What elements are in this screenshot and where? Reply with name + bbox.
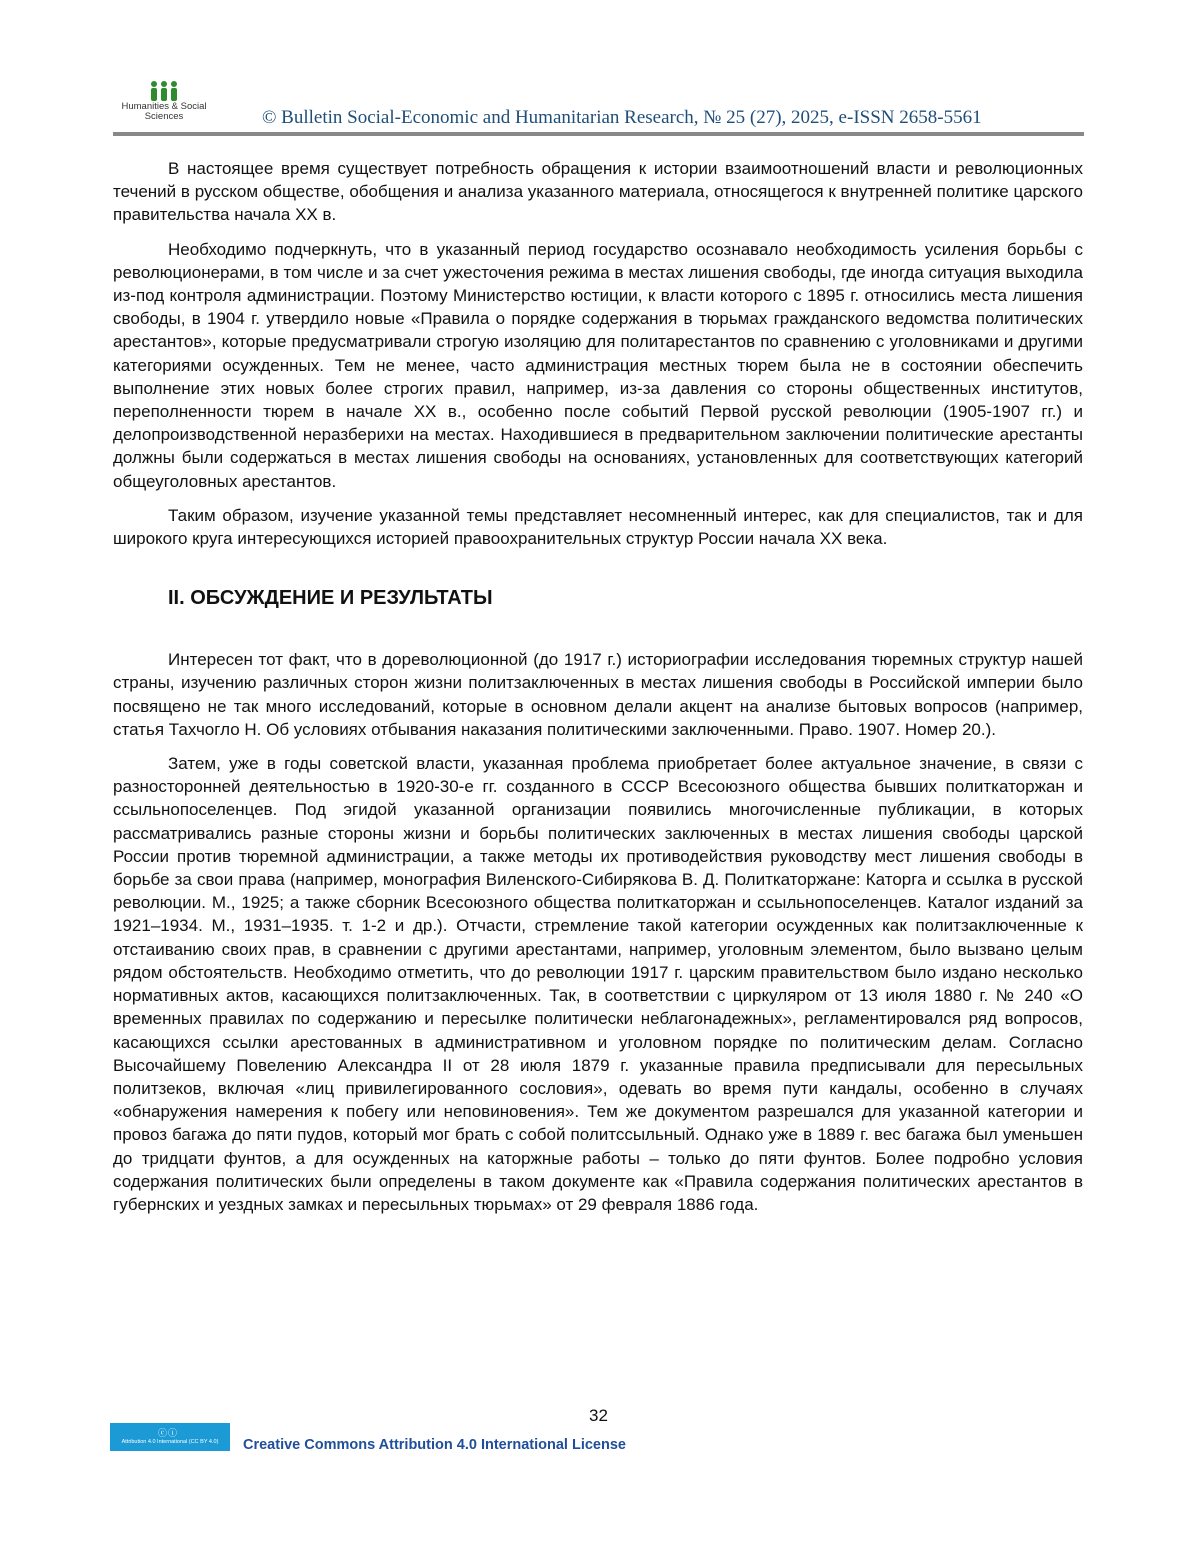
license-link[interactable]: Creative Commons Attribution 4.0 International License (243, 1437, 626, 1453)
page-number: 32 (589, 1406, 608, 1425)
three-people-icon (147, 80, 181, 102)
paragraph: В настоящее время существует потребность обращения к истории взаимоотношений власти и революционных течений в русском обществе, обобщения и анализа указанного материала, относящегося к внутренней политике царского правительства начала XX в. (113, 159, 1083, 225)
cc-symbols-icon: ⓒⓘ (158, 1429, 179, 1439)
journal-logo (118, 80, 210, 122)
paragraph: Необходимо подчеркнуть, что в указанный период государство осознавало необходимость усиления борьбы с революционерами, в том числе и за счет ужесточения режима в местах лишения свободы, где иногда ситуация выходила из-под контроля администрации. Поэтому Министерство юстиции, к власти которого с 1895 г. относились места лишения свободы, в 1904 г. утвердило новые «Правила о порядке содержания в тюрьмах гражданского ведомства политических арестантов», которые предусматривали строгую изоляцию для политарестантов по сравнению с уголовниками и другими категориями осужденных. Тем не менее, часто администрация местных тюрем была не в состоянии обеспечить выполнение этих новых более строгих правил, например, из-за давления со стороны общественных институтов, переполненности тюрем в начале XX в., особенно после событий Первой русской революции (1905-1907 гг.) и делопроизводственной неразберихи на местах. Находившиеся в предварительном заключении политические арестанты должны были содержаться в местах лишения свободы на основаниях, установленных для соответствующих категорий общеуголовных арестантов. (113, 239, 1083, 491)
logo-text-line2: Sciences (144, 111, 184, 122)
header-divider (113, 132, 1084, 136)
paragraph: Затем, уже в годы советской власти, указанная проблема приобретает более актуальное значение, в связи с разносторонней деятельностью в 1920-30-е гг. созданного в СССР Всесоюзного общества бывших политкаторжан и ссыльнопоселенцев. Под эгидой указанной организации появились многочисленные публикации, в которых рассматривались разные стороны жизни и борьбы политических заключенных в местах лишения свободы царской России против тюремной администрации, а также методы их противодействия руководству мест лишения свободы в борьбе за свои права (например, монография Виленского-Сибирякова В. Д. Политкаторжане: Каторга и ссылка в русской революции. М., 1925; а также сборник Всесоюзного общества политкаторжан и ссыльнопоселенцев. Каталог изданий за 1921–1934. М., 1931–1935. т. 1-2 и др.). Отчасти, стремление такой категории осужденных как политзаключенные к отстаиванию своих прав, в сравнении с другими арестантами, например, уголовным элементом, было вызвано целым рядом обстоятельств. Необходимо отметить, что до революции 1917 г. царским правительством было издано несколько нормативных актов, касающихся политзаключенных. Так, в соответствии с циркуляром от 13 июля 1880 г. № 240 «О временных правилах по содержанию и пересылке политически неблагонадежных», регламентировался ряд вопросов, касающихся ссылки арестованных в административном и уголовном порядке по политическим делам. Согласно Высочайшему Повелению Александра II от 28 июля 1879 г. указанные правила предписывали для пересыльных политзеков, включая «лиц привилегированного сословия», одевать во время пути кандалы, особенно в случаях «обнаружения намерения к побегу или неповиновения». Тем же документом разрешался для указанной категории и провоз багажа до пяти пудов, который мог брать с собой политссыльный. Однако уже в 1889 г. вес багажа был уменьшен до тридцати фунтов, а для осужденных на каторжные работы – только до пяти фунтов. Более подробно условия содержания политических были определены в таком документе как «Правила содержания политических арестантов в губернских и уездных замках и пересыльных тюрьмах» от 29 февраля 1886 года. (113, 754, 1083, 1214)
article-body (113, 157, 1083, 1216)
paragraph: Интересен тот факт, что в дореволюционной (до 1917 г.) историографии исследования тюремных структур нашей страны, изучению различных сторон жизни политзаключенных в местах лишения свободы в Российской империи было посвящено не так много исследований, которые в основном делали акцент на анализе бытовых вопросов (например, статья Тахчогло Н. Об условиях отбывания наказания политическими заключенными. Право. 1907. Номер 20.). (113, 650, 1083, 739)
logo-text-line1: Humanities & Social (121, 101, 207, 112)
journal-header: © Bulletin Social-Economic and Humanitarian Research, № 25 (27), 2025, e-ISSN 2658-5561 (262, 107, 982, 128)
cc-badge-text: Attribution 4.0 International (CC BY 4.0) (121, 1439, 219, 1445)
creative-commons-by-icon (110, 1423, 230, 1451)
paragraph: Таким образом, изучение указанной темы представляет несомненный интерес, как для специалистов, так и для широкого круга интересующихся историей правоохранительных структур России начала XX века. (113, 505, 1083, 549)
section-heading: II. ОБСУЖДЕНИЕ И РЕЗУЛЬТАТЫ (168, 587, 493, 610)
